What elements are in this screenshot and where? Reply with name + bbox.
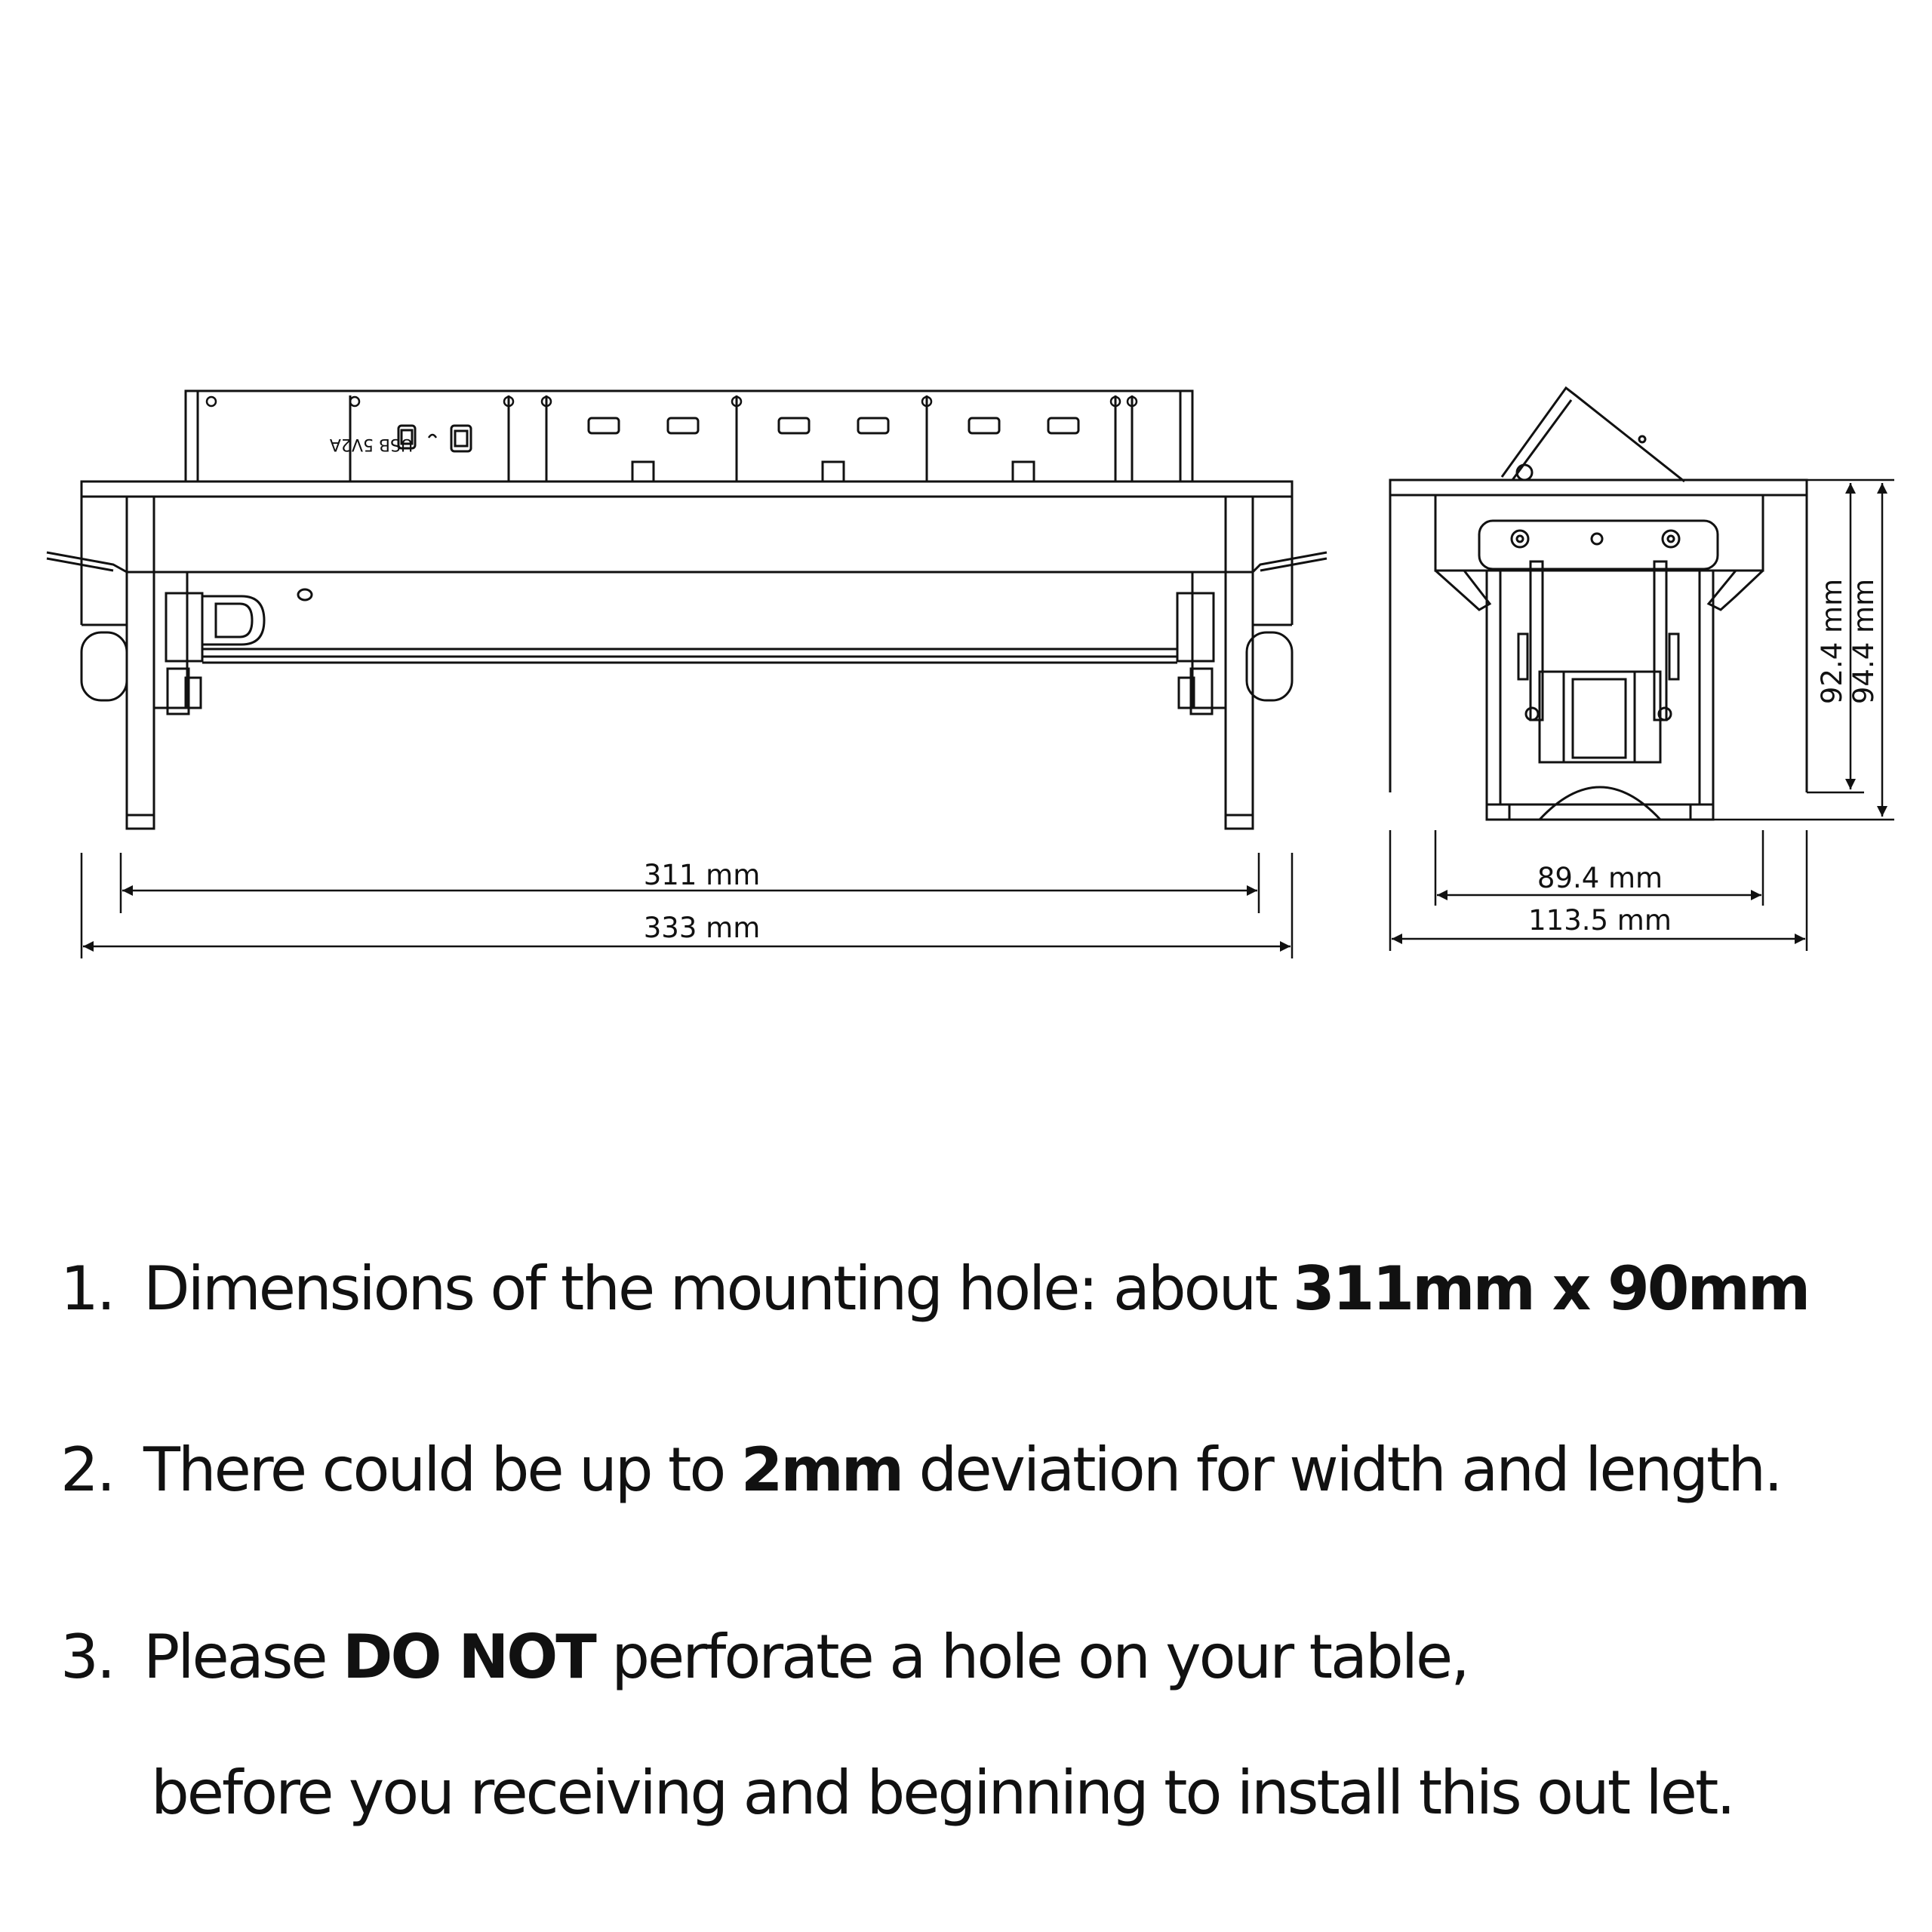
dim-label-113-5: 113.5 mm bbox=[1528, 904, 1672, 937]
front-view bbox=[47, 391, 1327, 829]
instruction-3 bbox=[60, 1622, 1468, 1692]
instruction-1-number: 1. bbox=[60, 1254, 114, 1324]
top-flange bbox=[82, 481, 1292, 497]
usb-label: USB 5V2A bbox=[329, 435, 414, 454]
instruction-3-text-after: perforate a hole on your table, bbox=[594, 1622, 1468, 1692]
instruction-3-bold: DO NOT bbox=[343, 1622, 595, 1692]
dim-label-311: 311 mm bbox=[643, 859, 761, 891]
instruction-2-number: 2. bbox=[60, 1435, 114, 1505]
side-view bbox=[1390, 388, 1807, 820]
power-socket-2 bbox=[779, 418, 888, 481]
dim-label-94-4: 94.4 mm bbox=[1847, 578, 1880, 705]
dim-label-92-4: 92.4 mm bbox=[1816, 578, 1848, 705]
instruction-2-text-before: There could be up to bbox=[143, 1435, 741, 1505]
instruction-1 bbox=[60, 1254, 1809, 1324]
instruction-2-bold: 2mm bbox=[740, 1435, 903, 1505]
dim-label-89-4: 89.4 mm bbox=[1537, 862, 1663, 894]
instruction-2-text-after: deviation for width and length. bbox=[902, 1435, 1781, 1505]
main-body bbox=[127, 497, 1253, 572]
instruction-3-text-before: Please bbox=[143, 1622, 343, 1692]
rivets bbox=[207, 397, 1137, 406]
instruction-2 bbox=[60, 1435, 1781, 1505]
instruction-3-continuation bbox=[151, 1758, 1734, 1828]
instruction-3-continuation-text: before you receiving and beginning to install this out let. bbox=[151, 1758, 1734, 1828]
instruction-1-text: Dimensions of the mounting hole: about bbox=[143, 1254, 1294, 1324]
instruction-1-bold: 311mm x 90mm bbox=[1293, 1254, 1809, 1324]
power-socket-1 bbox=[589, 418, 698, 481]
dim-label-333: 333 mm bbox=[643, 912, 761, 944]
instruction-3-number: 3. bbox=[60, 1622, 114, 1692]
power-socket-3 bbox=[969, 418, 1078, 481]
